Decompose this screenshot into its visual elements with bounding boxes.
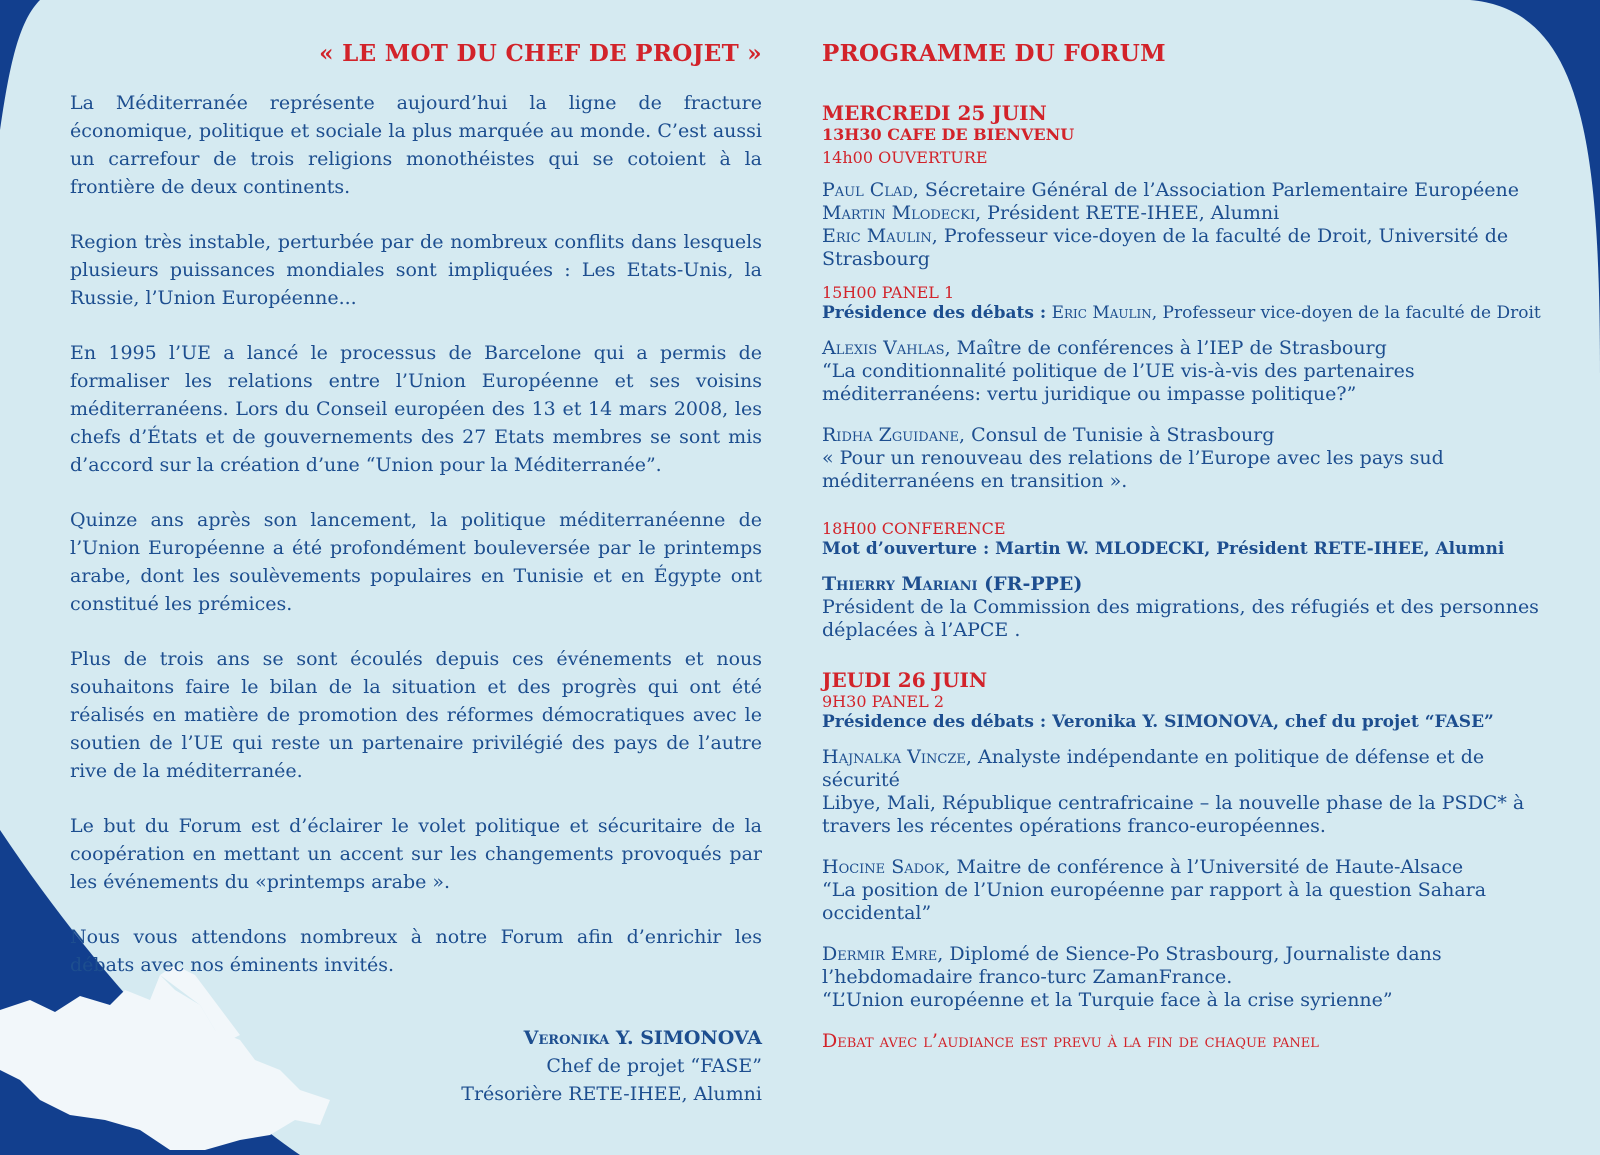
time-slot: 14h00 OUVERTURE <box>822 148 988 167</box>
speaker <box>822 202 1557 225</box>
speaker-desc: , Maitre de conférence à l’Université de Haute-Alsace <box>944 856 1464 878</box>
speaker <box>822 337 1557 360</box>
audience-note: Debat avec l’audiance est prevu à la fin de chaque panel <box>822 1030 1319 1052</box>
paragraph: Nous vous attendons nombreux à notre Forum afin d’enrichir les débats avec nos éminents invités. <box>70 926 762 976</box>
speaker-desc: , Consul de Tunisie à Strasbourg <box>958 424 1275 446</box>
speaker <box>822 225 1557 271</box>
panel-chair: Présidence des débats : Veronika Y. SIMONOVA, chef du projet “FASE” <box>822 712 1494 732</box>
paragraph: En 1995 l’UE a lancé le processus de Barcelone qui a permis de formaliser les relations entre l’Union Européenne et ses voisins méditerranéens. Lors du Conseil européen des 13 et 14 mars 2008, les chefs d’États et de gouvernements des 27 Etats membres se sont mis d’accord sur la création d’une “Union pour la Méditerranée”. <box>70 342 762 476</box>
speaker-desc: , Diplomé de Sience-Po Strasbourg, Journaliste dans l’hebdomadaire franco-turc ZamanFrance. <box>822 943 1442 988</box>
paragraph: La Méditerranée représente aujourd’hui la ligne de fracture économique, politique et sociale la plus marquée au monde. C’est aussi un carrefour de trois religions monothéistes qui se cotoient à la frontière de deux continents. <box>70 92 762 198</box>
talk-title: “La position de l’Union européenne par rapport à la question Sahara occidental” <box>822 879 1487 924</box>
signature-name: Veronika Y. SIMONOVA <box>523 1027 762 1049</box>
panel-chair <box>822 302 1557 325</box>
chair-name: Eric Maulin <box>1051 303 1152 323</box>
speaker-desc: , Professeur vice-doyen de la faculté de Droit, Université de Strasbourg <box>822 225 1509 270</box>
speaker <box>822 943 1557 989</box>
signature <box>70 1024 762 1108</box>
paragraph: Region très instable, perturbée par de nombreux conflits dans lesquels plusieurs puissances mondiales sont impliquées : Les Etats-Unis, la Russie, l’Union Européenne... <box>70 231 762 309</box>
speaker-desc: , Maître de conférences à l’IEP de Strasbourg <box>944 337 1387 359</box>
speaker-name: Dermir Emre <box>822 943 938 965</box>
chair-desc: , Professeur vice-doyen de la faculté de Droit <box>1151 303 1541 323</box>
speaker <box>822 424 1557 447</box>
time-slot: 9H30 PANEL 2 <box>822 692 944 711</box>
talk-title: “La conditionnalité politique de l’UE vis-à-vis des partenaires méditerranéens: vertu juridique ou impasse politique?” <box>822 360 1415 405</box>
opening-remarks: Mot d’ouverture : Martin W. MLODECKI, Président RETE-IHEE, Alumni <box>822 539 1505 559</box>
chair-label: Présidence des débats : <box>822 303 1047 323</box>
paragraph: Le but du Forum est d’éclairer le volet politique et sécuritaire de la coopération en mettant un accent sur les changements provoqués par les événements du «printemps arabe ». <box>70 815 762 893</box>
talk-title: “L’Union européenne et la Turquie face à la crise syrienne” <box>822 989 1393 1011</box>
speaker-name: Hocine Sadok <box>822 856 945 878</box>
speaker-name: Paul Clad <box>822 179 913 201</box>
talk-title: « Pour un renouveau des relations de l’Europe avec les pays sud méditerranéens en transition ». <box>822 447 1444 492</box>
speaker-name: Alexis Vahlas <box>822 337 945 359</box>
day-heading: MERCREDI 25 JUIN <box>822 101 1047 125</box>
speaker-desc: , Sécretaire Général de l’Association Parlementaire Européene <box>912 179 1519 201</box>
speaker-desc: , Président RETE-IHEE, Alumni <box>975 202 1280 224</box>
speaker-desc: , Analyste indépendante en politique de défense et de sécurité <box>822 746 1485 791</box>
speaker <box>822 746 1557 792</box>
program-heading: PROGRAMME DU FORUM <box>822 40 1166 67</box>
talk-title: Libye, Mali, République centrafricaine – la nouvelle phase de la PSDC* à travers les récentes opérations franco-européennes. <box>822 792 1525 837</box>
paragraph: Quinze ans après son lancement, la politique méditerranéenne de l’Union Européenne a été profondément bouleversée par le printemps arabe, dont les soulèvements populaires en Tunisie et en Égypte ont constitué les prémices. <box>70 509 762 615</box>
keynote-speaker <box>822 573 1557 596</box>
program-column <box>822 40 1557 1052</box>
speaker <box>822 856 1557 879</box>
project-lead-column <box>70 40 762 1108</box>
signature-role: Trésorière RETE-IHEE, Alumni <box>461 1083 762 1105</box>
time-slot: 18H00 CONFERENCE <box>822 519 1006 538</box>
time-slot: 13H30 CAFE DE BIENVENU <box>822 125 1075 144</box>
speaker-name: Eric Maulin <box>822 225 932 247</box>
speaker-name: Ridha Zguidane <box>822 424 959 446</box>
left-heading: « LE MOT DU CHEF DE PROJET » <box>319 40 762 67</box>
speaker <box>822 179 1557 202</box>
keynote-desc: Président de la Commission des migrations, des réfugiés et des personnes déplacées à l’APCE . <box>822 596 1539 641</box>
paragraph: Plus de trois ans se sont écoulés depuis ces événements et nous souhaitons faire le bilan de la situation et des progrès qui ont été réalisés en matière de promotion des réformes démocratiques avec le soutien de l’UE qui reste un partenaire privilégié des pays de l’autre rive de la méditerranée. <box>70 648 762 782</box>
speaker-name: Hajnalka Vincze <box>822 746 966 768</box>
day-heading: JEUDI 26 JUIN <box>822 668 988 692</box>
speaker-name: Martin Mlodecki <box>822 202 976 224</box>
keynote-name: Thierry Mariani (FR-PPE) <box>822 573 1083 595</box>
time-slot: 15H00 PANEL 1 <box>822 283 955 302</box>
signature-role: Chef de projet “FASE” <box>546 1055 762 1077</box>
